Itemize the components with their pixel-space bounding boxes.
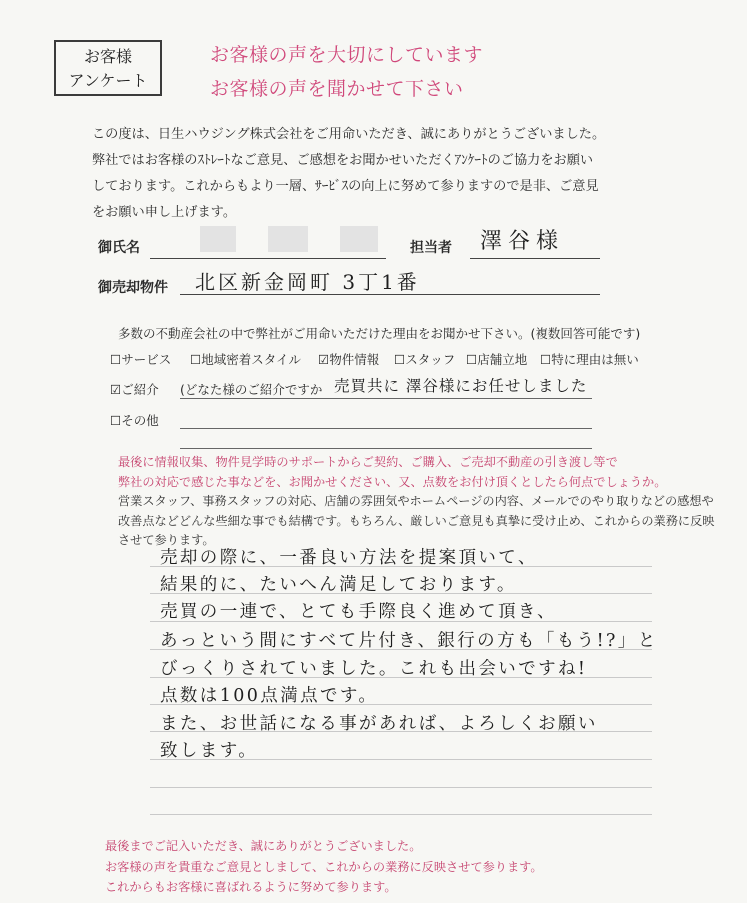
prompt-line-1: 最後に情報収集、物件見学時のサポートからご契約、ご購入、ご売却不動産の引き渡し等で xyxy=(118,455,618,469)
headline-2: お客様の声を聞かせて下さい xyxy=(210,78,464,100)
headline-1: お客様の声を大切にしています xyxy=(210,44,484,66)
option-referral[interactable]: ☑ご紹介 xyxy=(110,382,159,397)
option-no-reason[interactable]: ☐特に理由は無い xyxy=(540,352,639,367)
property-value: 北区新金岡町 3丁1番 xyxy=(195,270,420,294)
footer-line-2: お客様の声を貴重なご意見としまして、これからの業務に反映させて参ります。 xyxy=(105,859,543,874)
reasons-question: 多数の不動産会社の中で弊社がご用命いただけた理由をお聞かせ下さい。(複数回答可能です) xyxy=(118,326,641,341)
referral-answer: 売買共に 澤谷様にお任せしました xyxy=(334,377,588,395)
property-label: 御売却物件 xyxy=(98,280,168,296)
comment-line-5: びっくりされていました。これも出会いですね! xyxy=(160,659,588,679)
comment-line-4: あっという間にすべて片付き、銀行の方も「もう!?」と xyxy=(160,631,658,651)
checkbox-icon[interactable]: ☐ xyxy=(110,352,122,367)
ruled-line xyxy=(150,787,652,788)
prompt-line-4: 改善点などどんな些細な事でも結構です。もちろん、厳しいご意見も真摯に受け止め、これからの業務に反映 xyxy=(118,513,715,528)
redacted-name-block xyxy=(340,226,378,252)
comment-line-1: 売却の際に、一番良い方法を提案頂いて、 xyxy=(160,548,538,568)
redacted-name-block xyxy=(200,226,236,252)
comment-line-6: 点数は100点満点です。 xyxy=(160,686,379,706)
comment-line-7: また、お世話になる事があれば、よろしくお願い xyxy=(160,714,598,734)
comment-line-2: 結果的に、たいへん満足しております。 xyxy=(160,575,517,595)
option-local-style[interactable]: ☐地域密着スタイル xyxy=(190,352,301,367)
checkbox-icon[interactable]: ☐ xyxy=(540,352,552,367)
property-underline xyxy=(180,294,600,295)
prompt-line-5: させて参ります。 xyxy=(118,533,215,547)
referral-underline xyxy=(180,398,592,399)
badge-line-2: アンケート xyxy=(68,71,148,90)
checkbox-icon[interactable]: ☐ xyxy=(190,352,202,367)
option-store-location[interactable]: ☐店舗立地 xyxy=(466,352,528,367)
referral-prompt: (どなた様のご紹介ですか xyxy=(180,382,323,397)
prompt-line-3: 営業スタッフ、事務スタッフの対応、店舗の雰囲気やホームページの内容、メールでのやり取りなどの感想や xyxy=(118,494,714,508)
other-underline-2 xyxy=(180,448,592,449)
comment-line-3: 売買の一連で、とても手際良く進めて頂き、 xyxy=(160,602,557,622)
comment-prompt xyxy=(118,453,714,551)
other-underline xyxy=(180,428,592,429)
option-service[interactable]: ☐サービス xyxy=(110,352,172,367)
footer-line-1: 最後までご記入いただき、誠にありがとうございました。 xyxy=(105,839,422,853)
comment-line-8: 致します。 xyxy=(160,741,259,761)
intro-line-1: この度は、日生ハウジング株式会社をご用命いただき、誠にありがとうございました。 xyxy=(92,127,606,142)
staff-underline xyxy=(470,258,600,259)
checked-checkbox-icon[interactable]: ☑ xyxy=(110,382,122,397)
footer-line-3: これからもお客様に喜ばれるように努めて参ります。 xyxy=(105,880,397,894)
option-other[interactable]: ☐その他 xyxy=(110,413,159,428)
ruled-line xyxy=(150,814,652,815)
intro-paragraph xyxy=(92,122,692,226)
badge-line-1: お客様 xyxy=(83,47,132,66)
name-label: 御氏名 xyxy=(98,240,140,256)
prompt-line-2: 弊社の対応で感じた事などを、お聞かせください、又、点数をお付け頂くとしたら何点でしょうか。 xyxy=(118,474,667,489)
option-property-info[interactable]: ☑物件情報 xyxy=(318,352,380,367)
checked-checkbox-icon[interactable]: ☑ xyxy=(318,352,330,367)
intro-line-4: をお願い申し上げます。 xyxy=(92,205,237,220)
staff-label: 担当者 xyxy=(410,240,452,256)
survey-badge xyxy=(54,40,162,96)
intro-line-2: 弊社ではお客様のｽﾄﾚｰﾄなご意見、ご感想をお聞かせいただくｱﾝｹｰﾄのご協力をお願い xyxy=(92,153,594,168)
redacted-name-block xyxy=(268,226,308,252)
checkbox-icon[interactable]: ☐ xyxy=(394,352,406,367)
checkbox-icon[interactable]: ☐ xyxy=(110,413,122,428)
intro-line-3: しております。これからもより一層、ｻｰﾋﾞｽの向上に努めて参りますので是非、ご意見 xyxy=(92,179,599,194)
name-underline xyxy=(150,258,386,259)
staff-value: 澤谷様 xyxy=(480,229,565,254)
footer xyxy=(105,836,543,898)
option-staff[interactable]: ☐スタッフ xyxy=(394,352,456,367)
checkbox-icon[interactable]: ☐ xyxy=(466,352,478,367)
